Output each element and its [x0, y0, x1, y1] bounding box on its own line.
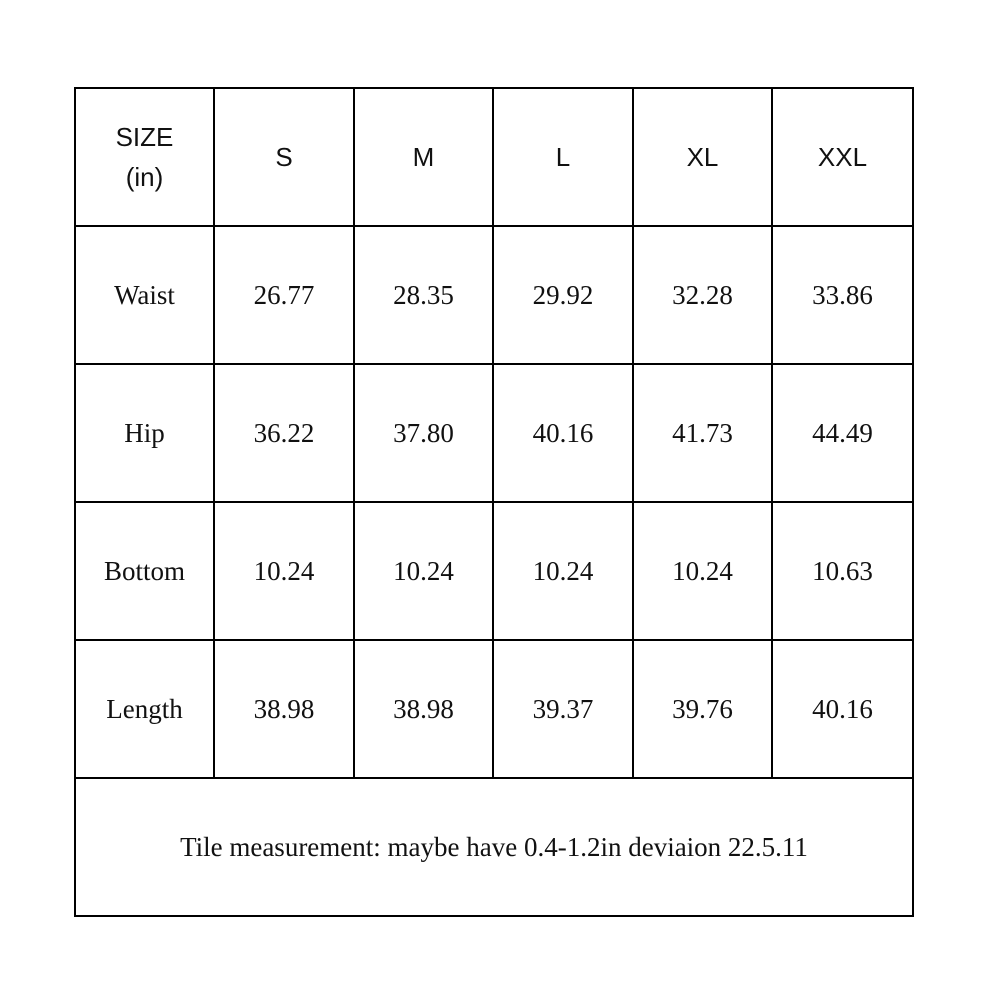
- table-cell: 10.24: [354, 502, 493, 640]
- size-header-l: L: [493, 88, 633, 226]
- table-row-length: [75, 640, 913, 778]
- table-cell: 40.16: [772, 640, 913, 778]
- measurement-note: Tile measurement: maybe have 0.4-1.2in deviaion 22.5.11: [75, 778, 913, 916]
- size-header-label: SIZE: [115, 122, 174, 152]
- table-cell: 26.77: [214, 226, 354, 364]
- table-cell: 36.22: [214, 364, 354, 502]
- table-cell: 41.73: [633, 364, 772, 502]
- table-cell: 28.35: [354, 226, 493, 364]
- table-cell: 38.98: [354, 640, 493, 778]
- header-row: [75, 88, 913, 226]
- table-cell: 32.28: [633, 226, 772, 364]
- row-label-waist: Waist: [75, 226, 214, 364]
- table-cell: 44.49: [772, 364, 913, 502]
- row-label-bottom: Bottom: [75, 502, 214, 640]
- table-cell: 29.92: [493, 226, 633, 364]
- size-unit-header: [75, 88, 214, 226]
- table-row-waist: [75, 226, 913, 364]
- table-cell: 39.37: [493, 640, 633, 778]
- size-header-m: M: [354, 88, 493, 226]
- table-cell: 33.86: [772, 226, 913, 364]
- size-header-xl: XL: [633, 88, 772, 226]
- row-label-length: Length: [75, 640, 214, 778]
- table-cell: 37.80: [354, 364, 493, 502]
- row-label-hip: Hip: [75, 364, 214, 502]
- table-cell: 10.24: [214, 502, 354, 640]
- table-row-bottom: [75, 502, 913, 640]
- unit-header-label: (in): [125, 162, 164, 192]
- size-chart-table: [74, 87, 914, 917]
- table-cell: 40.16: [493, 364, 633, 502]
- table-cell: 10.24: [493, 502, 633, 640]
- table-cell: 39.76: [633, 640, 772, 778]
- table-cell: 38.98: [214, 640, 354, 778]
- note-row: [75, 778, 913, 916]
- table-cell: 10.63: [772, 502, 913, 640]
- size-header-xxl: XXL: [772, 88, 913, 226]
- table-row-hip: [75, 364, 913, 502]
- size-header-s: S: [214, 88, 354, 226]
- table-cell: 10.24: [633, 502, 772, 640]
